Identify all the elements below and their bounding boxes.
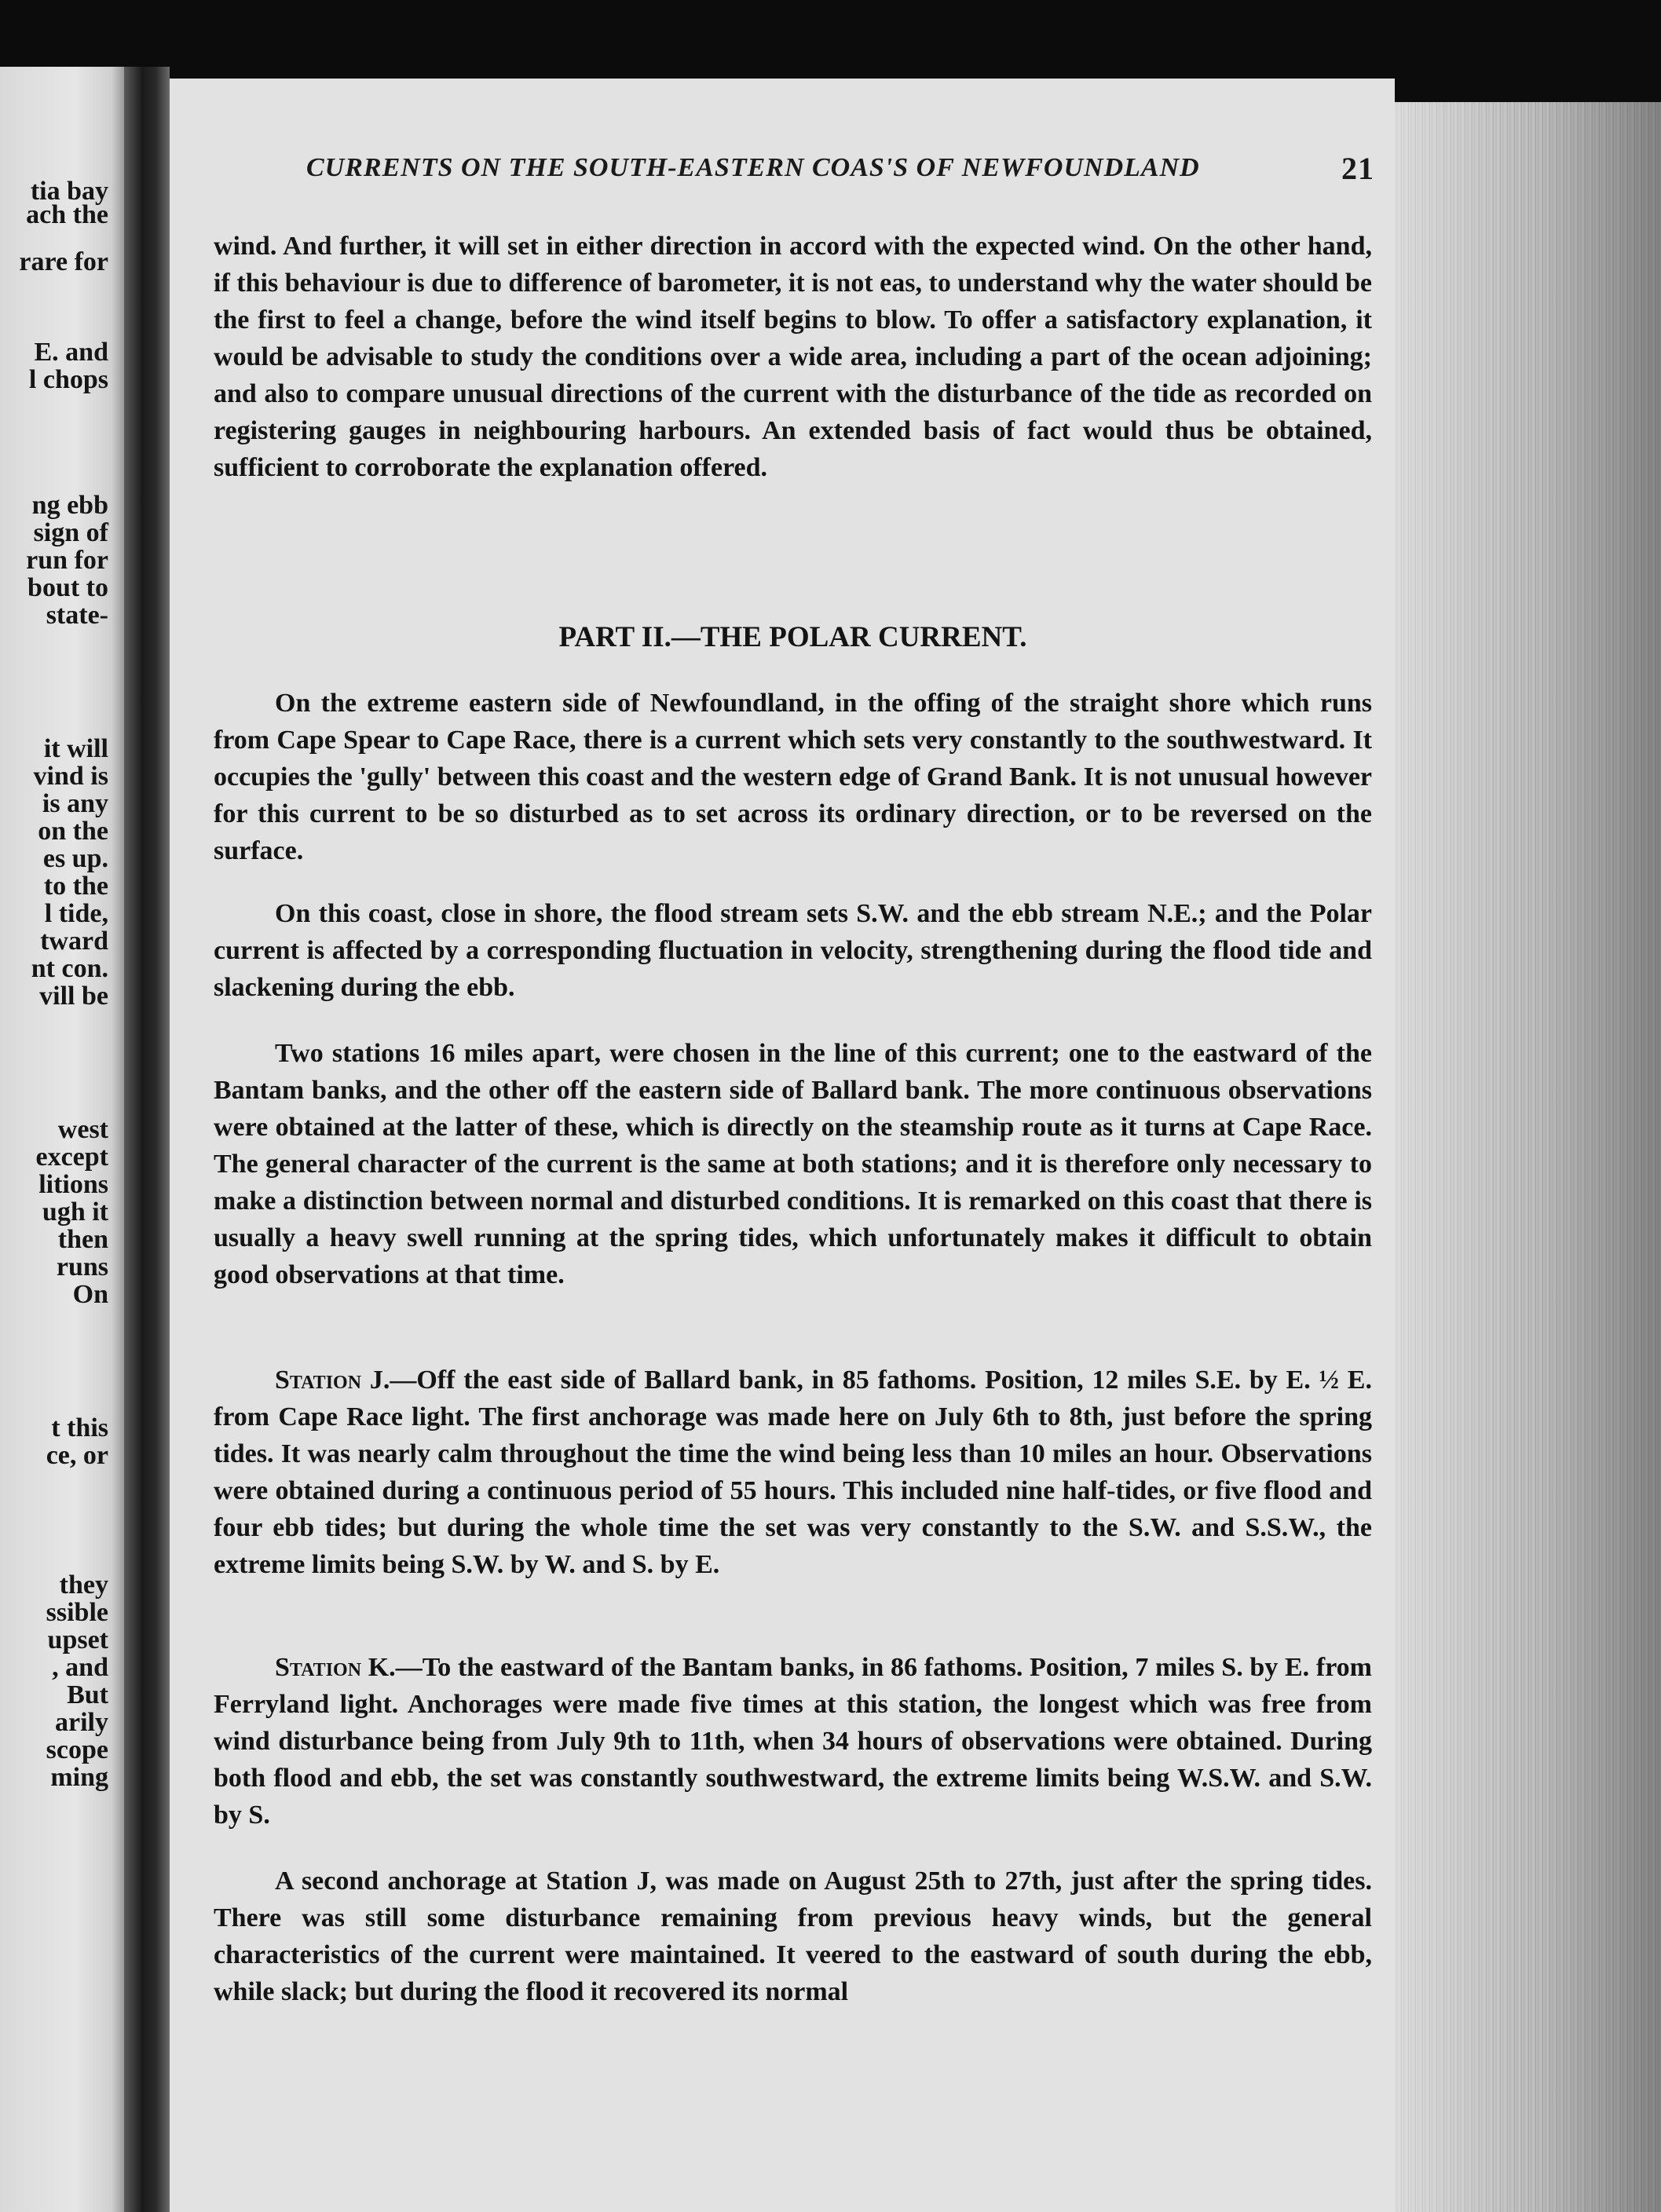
left-page-fragment: tia bay: [30, 177, 108, 206]
left-page-fragment: l chops: [28, 365, 108, 394]
book-gutter: [124, 67, 170, 2212]
left-page-fragment: they: [59, 1570, 108, 1600]
page-number: 21: [1341, 151, 1374, 186]
left-page-fragment: except: [35, 1143, 108, 1172]
left-page-fragment: state-: [46, 601, 108, 630]
paragraph-block-5: [214, 1362, 1372, 1583]
left-page-fragment: On: [72, 1280, 108, 1309]
paragraph-block-6: [214, 1649, 1372, 1834]
left-page-fragment: vill be: [39, 982, 108, 1011]
left-page-fragment: run for: [26, 546, 108, 575]
left-page-fragment: ssible: [46, 1598, 108, 1627]
paragraph-1: wind. And further, it will set in either direction in accord with the expected wind. On the other hand, if this behaviour is due to difference of barometer, it is not eas, to understand why the water should be the first to feel a change, before the wind itself begins to blow. To offer a satisfactory explanation, it would be advisable to study the conditions over a wide area, including a part of the ocean adjoining; and also to compare unusual directions of the current with the disturbance of the tide as recorded on registering gauges in neighbouring harbours. An extended basis of fact would thus be obtained, sufficient to corroborate the explanation offered.: [214, 232, 1372, 482]
paragraph-3: On this coast, close in shore, the flood stream sets S.W. and the ebb stream N.E.; and the Polar current is affected by a corresponding fluctuation in velocity, strengthening during the flood tide and slackening during the ebb.: [214, 899, 1372, 1002]
paragraph-2: On the extreme eastern side of Newfoundland, in the offing of the straight shore which runs from Cape Spear to Cape Race, there is a current which sets very constantly to the southwestward. It occupies the 'gully' between this coast and the western edge of Grand Bank. It is not unusual however for this current to be so disturbed as to set across its ordinary direction, or to be reversed on the surface.: [214, 689, 1372, 865]
left-page-fragment: es up.: [42, 844, 108, 873]
paragraph-5: [214, 1362, 1372, 1583]
left-page-fragment: is any: [42, 789, 108, 818]
left-page-fragment: runs: [56, 1252, 108, 1281]
left-page-fragment: vind is: [33, 762, 108, 791]
left-page-fragment: on the: [38, 817, 108, 846]
running-title: CURRENTS ON THE SOUTH-EASTERN COAS'S OF NEWFOUNDLAND: [306, 153, 1200, 182]
station-j-text: —Off the east side of Ballard bank, in 85 fathoms. Position, 12 miles S.E. by E. ½ E. from Cape Race light. The first anchorage was made here on July 6th to 8th, just before the spring tides. It was nearly calm throughout the time the wind being less than 10 miles an hour. Observations were obtained during a continuous period of 55 hours. This included nine half-tides, or five flood and four ebb tides; but during the whole time the set was very constantly to the S.W. and S.S.W., the extreme limits being S.W. by W. and S. by E.: [214, 1366, 1372, 1579]
paragraph-6: [214, 1649, 1372, 1834]
paragraph-block-3: [214, 895, 1372, 1006]
left-page-fragment: upset: [47, 1625, 108, 1654]
left-page-fragment: bout to: [27, 573, 108, 602]
paragraph-4: Two stations 16 miles apart, were chosen in the line of this current; one to the eastward of the Bantam banks, and the other off the eastern side of Ballard bank. The more continuous observations were obtained at the latter of these, which is directly on the steamship route as it turns at Cape Race. The general character of the current is the same at both stations; and it is therefore only necessary to make a distinction between normal and disturbed conditions. It is remarked on this coast that there is usually a heavy swell running at the spring tides, which unfortunately makes it difficult to obtain good observations at that time.: [214, 1039, 1372, 1289]
left-page-fragment: arily: [55, 1708, 108, 1737]
left-page-fragment: ugh it: [42, 1197, 108, 1227]
left-page-fragment: But: [67, 1680, 108, 1709]
left-page-fragment: rare for: [19, 247, 108, 276]
left-page-fragment: west: [57, 1115, 108, 1144]
left-page-fragment: E. and: [34, 338, 108, 367]
left-page-fragment: t this: [51, 1413, 108, 1442]
left-page-fragment: ce, or: [46, 1441, 108, 1470]
left-page-fragment: scope: [46, 1735, 108, 1764]
left-page-fragment: then: [57, 1225, 108, 1254]
left-page-fragment: ng ebb: [31, 491, 108, 520]
left-page-fragment: , and: [52, 1653, 108, 1682]
paragraph-block-4: [214, 1035, 1372, 1293]
station-k-label: Station K.: [275, 1653, 396, 1682]
paragraph-7: A second anchorage at Station J, was made on August 25th to 27th, just after the spring tides. There was still some disturbance remaining from previous heavy winds, but the general characteristics of the current were maintained. It veered to the eastward of south during the ebb, while slack; but during the flood it recovered its normal: [214, 1866, 1372, 2006]
paragraph-block-7: [214, 1863, 1372, 2010]
paragraph-block-2: [214, 685, 1372, 869]
left-page-fragment: it will: [43, 734, 108, 763]
left-page-fragment: litions: [38, 1170, 108, 1199]
left-page-fragment: ach the: [26, 200, 108, 229]
left-page-fragment: l tide,: [44, 899, 108, 928]
left-facing-page: [0, 67, 124, 2212]
page-edges: [1395, 102, 1661, 2212]
left-page-fragment: nt con.: [31, 954, 108, 983]
section-heading: PART II.—THE POLAR CURRENT.: [558, 621, 1027, 653]
running-header: [306, 151, 1374, 186]
left-page-fragment: sign of: [33, 518, 108, 547]
left-page-fragment: to the: [43, 872, 108, 901]
station-k-text: —To the eastward of the Bantam banks, in 86 fathoms. Position, 7 miles S. by E. from Ferryland light. Anchorages were made five times at this station, the longest which was free from wind disturbance being from July 9th to 11th, when 34 hours of observations were obtained. During both flood and ebb, the set was constantly southwestward, the extreme limits being W.S.W. and S.W. by S.: [214, 1653, 1373, 1830]
left-page-fragment: ming: [50, 1763, 108, 1792]
station-j-label: Station J.: [275, 1366, 390, 1395]
paragraph-continuation: [214, 228, 1372, 486]
left-page-fragment: tward: [40, 927, 108, 956]
